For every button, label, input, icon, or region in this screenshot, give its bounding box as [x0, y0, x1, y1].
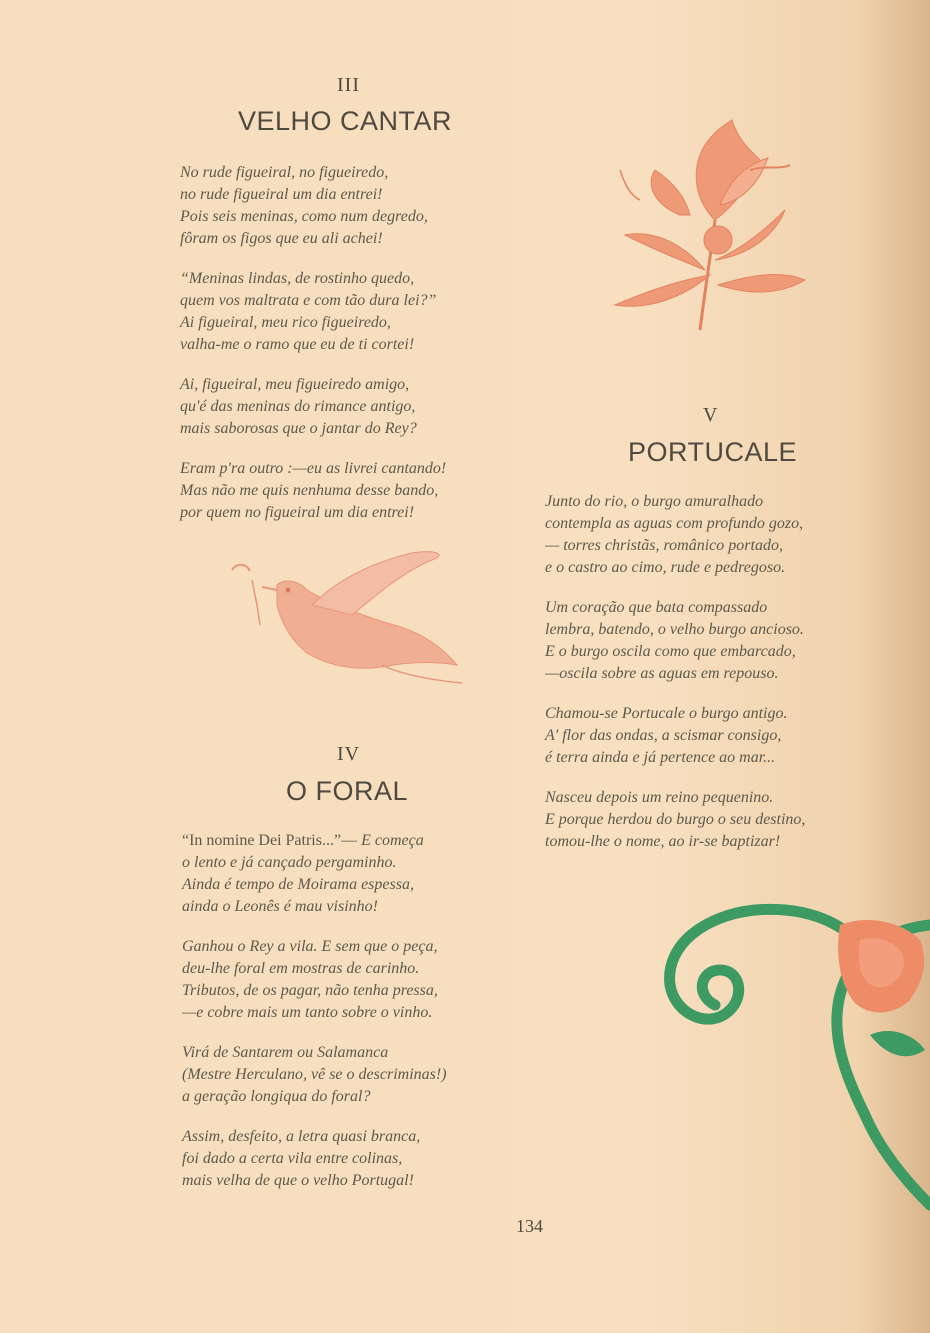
green-vine-ornament [655, 885, 930, 1215]
poem-line: foi dado a certa vila entre colinas, [182, 1150, 403, 1167]
stanza [545, 597, 805, 685]
stanza [182, 1042, 447, 1108]
stanza [180, 268, 446, 356]
flying-bird-illustration [222, 545, 482, 690]
section-number-v: V [703, 404, 719, 426]
section-number-iii: III [337, 74, 360, 96]
poem-line: —oscila sobre as aguas em repouso. [545, 665, 779, 682]
poem-line: E o burgo oscila como que embarcado, [545, 643, 796, 660]
poem-line: Nasceu depois um reino pequenino. [545, 789, 774, 806]
poem-line: fôram os figos que eu ali achei! [180, 230, 383, 247]
poem-line: Ganhou o Rey a vila. E sem que o peça, [182, 938, 438, 955]
stanza [180, 374, 446, 440]
poem-line: Chamou-se Portucale o burgo antigo. [545, 705, 788, 722]
poem-line: ainda o Leonês é mau visinho! [182, 898, 378, 915]
poem-line: Ainda é tempo de Moirama espessa, [182, 876, 414, 893]
poem-line: Mas não me quis nenhuma desse bando, [180, 482, 439, 499]
poem-line: E porque herdou do burgo o seu destino, [545, 811, 806, 828]
poem-line: tomou-lhe o nome, ao ir-se baptizar! [545, 833, 781, 850]
poem-line: é terra ainda e já pertence ao mar... [545, 749, 776, 766]
poem-line: Eram p'ra outro :—eu as livrei cantando! [180, 460, 447, 477]
poem-line: mais velha de que o velho Portugal! [182, 1172, 414, 1189]
poem-line: contempla as aguas com profundo gozo, [545, 515, 804, 532]
poem-line: no rude figueiral um dia entrei! [180, 186, 383, 203]
poem-line: Pois seis meninas, como num degredo, [180, 208, 428, 225]
poem-line: a geração longiqua do foral? [182, 1088, 371, 1105]
poem-line: (Mestre Herculano, vê se o descriminas!) [182, 1066, 447, 1083]
stanza [180, 458, 446, 524]
poem-line: Ai, figueiral, meu figueiredo amigo, [180, 376, 410, 393]
poem-line: No rude figueiral, no figueiredo, [180, 164, 389, 181]
poem-line: Virá de Santarem ou Salamanca [182, 1044, 389, 1061]
poem-line: Tributos, de os pagar, não tenha pressa, [182, 982, 438, 999]
stanza [182, 830, 447, 918]
stanza [545, 703, 805, 769]
poem-line: Assim, desfeito, a letra quasi branca, [182, 1128, 421, 1145]
section-title-o-foral: O FORAL [286, 776, 409, 806]
poem-line: quem vos maltrata e com tão dura lei?” [180, 292, 437, 309]
page-number: 134 [516, 1216, 543, 1236]
stanza [545, 491, 805, 579]
poem-line: valha-me o ramo que eu de ti cortei! [180, 336, 415, 353]
poem-portucale [545, 491, 805, 871]
section-title-portucale: PORTUCALE [628, 437, 798, 467]
section-number-iv: IV [337, 743, 361, 765]
poem-line: qu'é das meninas do rimance antigo, [180, 398, 416, 415]
poem-line: — torres christãs, românico portado, [545, 537, 783, 554]
flower-sprig-illustration [600, 110, 820, 340]
poem-line: o lento e já cançado pergaminho. [182, 854, 397, 871]
poem-line: —e cobre mais um tanto sobre o vinho. [182, 1004, 433, 1021]
first-line-upright: “In nomine Dei Patris...”— [182, 832, 358, 849]
poem-line: por quem no figueiral um dia entrei! [180, 504, 415, 521]
poem-line: mais saborosas que o jantar do Rey? [180, 420, 417, 437]
first-line-italic: E começa [357, 832, 424, 849]
poem-line: e o castro ao cimo, rude e pedregoso. [545, 559, 786, 576]
poem-line: Um coração que bata compassado [545, 599, 768, 616]
stanza [182, 1126, 447, 1192]
stanza [545, 787, 805, 853]
poem-line: Ai figueiral, meu rico figueiredo, [180, 314, 391, 331]
poem-line: Junto do rio, o burgo amuralhado [545, 493, 764, 510]
stanza [180, 162, 446, 250]
poem-o-foral [182, 830, 447, 1210]
poem-line: A' flor das ondas, a scismar consigo, [545, 727, 782, 744]
section-title-velho-cantar: VELHO CANTAR [238, 106, 453, 136]
poem-line: “Meninas lindas, de rostinho quedo, [180, 270, 415, 287]
poem-line: deu-lhe foral em mostras de carinho. [182, 960, 420, 977]
poem-line [182, 830, 447, 852]
poem-line: lembra, batendo, o velho burgo ancioso. [545, 621, 804, 638]
poem-velho-cantar [180, 162, 446, 542]
stanza [182, 936, 447, 1024]
